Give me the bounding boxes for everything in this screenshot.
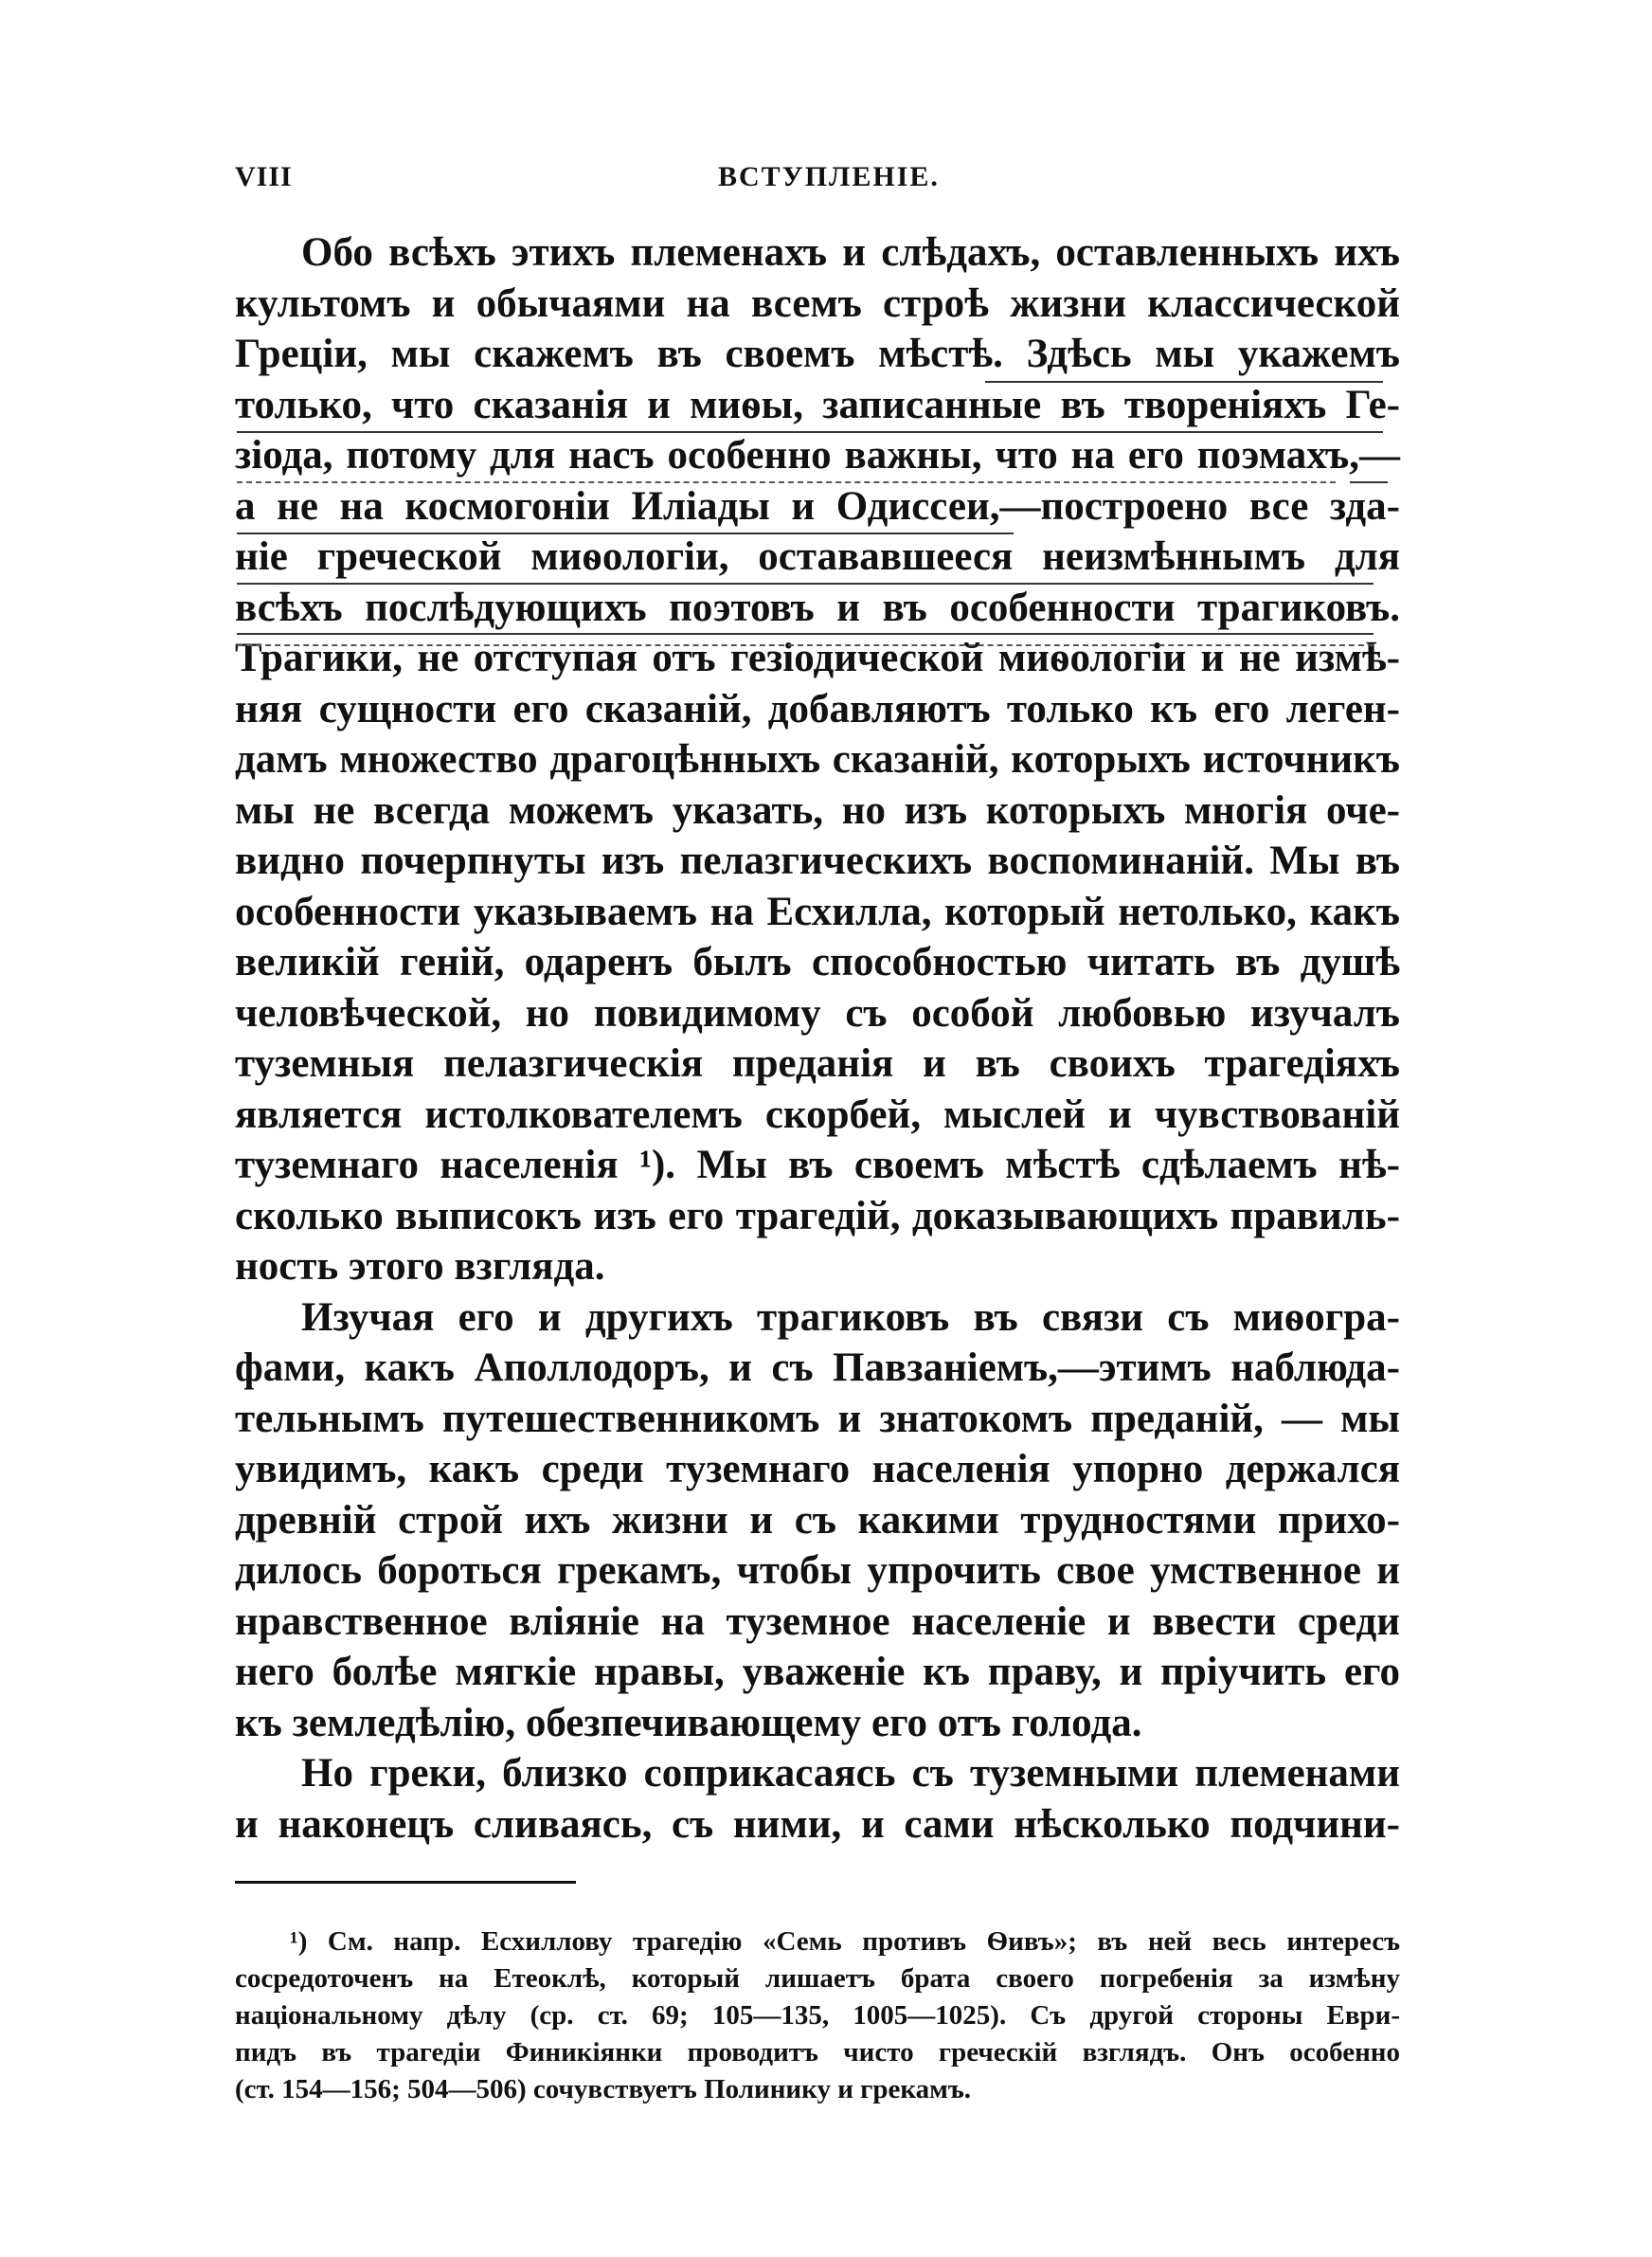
text-line: и наконецъ сливаясь, съ ними, и сами нѣсколько подчини- [235,1801,1400,1847]
text-line: а не на космогоніи Илiады и Одиссеи,—построено все зда- [235,483,1400,529]
pencil-underline [237,481,1336,483]
text-line: увидимъ, какъ среди туземнаго населенія упорно держался [235,1447,1400,1491]
text-line: Обо всѣхъ этихъ племенахъ и слѣдахъ, оставленныхъ ихъ [301,230,1400,275]
text-line: дилось бороться грекамъ, чтобы упрочить свое умственное и [235,1548,1400,1593]
text-line: особенности указываемъ на Есхилла, который нетолько, какъ [235,889,1400,934]
text-line: ность этого взгляда. [235,1244,605,1289]
pencil-underline [237,431,1383,433]
footnote-line: національному дѣлу (ср. ст. 69; 105—135, 1005—1025). Съ другой стороны Еври- [235,2000,1400,2031]
text-line: великій геній, одаренъ былъ способностью читать въ душѣ [235,940,1400,984]
text-line: Но греки, близко соприкасаясь съ туземными племенами [301,1751,1400,1796]
text-line: Греціи, мы скажемъ въ своемъ мѣстѣ. Здѣсь мы укажемъ [235,332,1400,376]
text-line: Трагики, не отступая отъ гезіодической миѳологіи и не измѣ- [235,636,1400,680]
main-text [235,227,1400,1850]
footnote-line: ¹) См. напр. Есхиллову трагедію «Семь противъ Ѳивъ»; въ ней весь интересъ [290,1926,1400,1957]
text-line: только, что сказанія и миѳы, записанные въ твореніяхъ Ге- [235,382,1400,427]
text-line: фами, какъ Аполлодоръ, и съ Павзаніемъ,—этимъ наблюда- [235,1345,1400,1390]
text-line: является истолкователемъ скорбей, мыслей и чувствованій [235,1092,1400,1137]
text-line: няя сущности его сказаній, добавляютъ только къ его леген- [235,686,1400,731]
footnote-divider [235,1881,576,1884]
text-line: тельнымъ путешественникомъ и знатокомъ преданій, — мы [235,1396,1400,1441]
footnote [235,1923,1400,2108]
text-line: туземныя пелазгическія преданія и въ своихъ трагедіяхъ [235,1041,1400,1086]
text-line: туземнаго населенія ¹). Мы въ своемъ мѣстѣ сдѣлаемъ нѣ- [235,1143,1400,1187]
pencil-bracket [1350,481,1388,483]
text-line: него болѣе мягкіе нравы, уваженіе къ праву, и пріучить его [235,1650,1400,1694]
text-line: мы не всегда можемъ указать, но изъ которыхъ многія оче- [235,787,1400,833]
text-line: нравственное вліяніе на туземное населеніе и ввести среди [235,1598,1400,1644]
text-line: зіода, потому для насъ особенно важны, что на его поэмахъ,— [235,433,1400,478]
text-line: всѣхъ послѣдующихъ поэтовъ и въ особенности трагиковъ. [235,585,1400,630]
pencil-underline [237,583,1374,585]
text-line: ніе греческой миѳологіи, остававшееся неизмѣннымъ для [235,534,1400,579]
footnote-line: (ст. 154—156; 504—506) сочувствуетъ Полинику и грекамъ. [235,2074,971,2104]
text-line: культомъ и обычаями на всемъ строѣ жизни классической [235,280,1400,326]
pencil-underline [237,644,1374,646]
pencil-underline [237,633,1374,635]
text-line: Изучая его и другихъ трагиковъ въ связи съ миѳогра- [301,1294,1400,1340]
text-line: древній строй ихъ жизни и съ какими трудностями прихо- [235,1497,1400,1543]
text-line: сколько выписокъ изъ его трагедій, доказывающихъ правиль- [235,1193,1400,1238]
page-number: VIII [235,161,293,192]
text-line: дамъ множество драгоцѣнныхъ сказаній, которыхъ источникъ [235,737,1400,782]
running-head [235,161,1400,199]
text-line: къ земледѣлію, обезпечивающему его отъ голода. [235,1700,1142,1745]
text-line: человѣческой, но повидимому съ особой любовью изучалъ [235,990,1400,1036]
header-title: ВСТУПЛЕНІЕ. [718,161,940,192]
pencil-underline [237,533,1014,534]
text-line: видно почерпнуты изъ пелазгическихъ воспоминаній. Мы въ [235,839,1400,883]
footnote-line: пидъ въ трагедіи Финикіянки проводитъ чисто греческій взглядъ. Онъ особенно [235,2037,1400,2067]
pencil-underline [985,381,1383,383]
footnote-line: сосредоточенъ на Етеоклѣ, который лишаетъ брата своего погребенія за измѣну [235,1963,1400,1994]
